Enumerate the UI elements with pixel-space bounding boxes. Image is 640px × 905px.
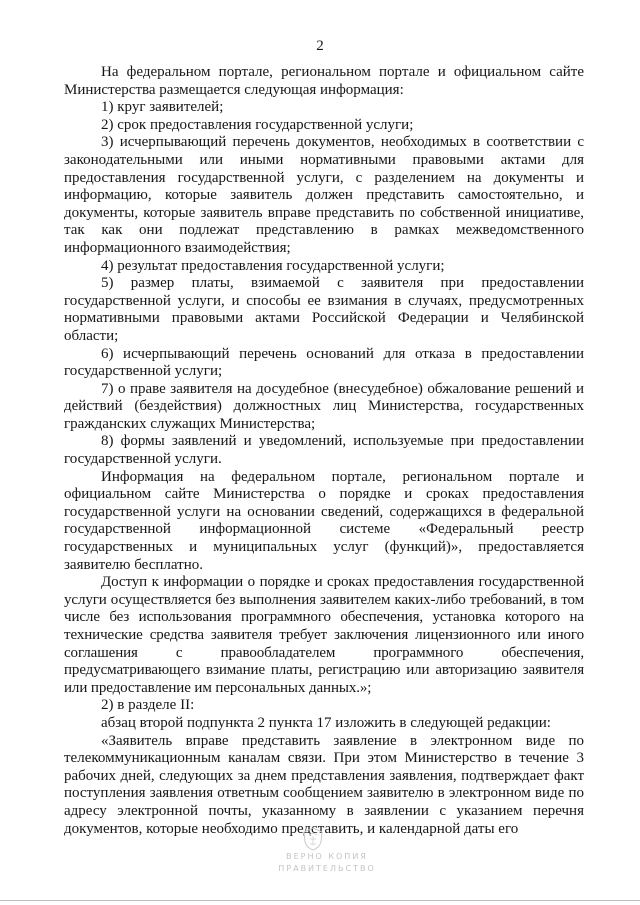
list-item-6: 6) исчерпывающий перечень оснований для отказа в предоставлении государственной услуги; [64, 345, 584, 380]
paragraph-access: Доступ к информации о порядке и сроках предоставления государственной услуги осуществляется без выполнения заявителем каких-либо требований, в том числе без использования программного обеспечения, установка которого на технические средства заявителя требует заключения лицензионного или иного соглашения с правообладателем программного обеспечения, предусматривающего взимание платы, регистрацию или авторизацию заявителя или предоставление им персональных данных.»; [64, 574, 584, 696]
list-item-5: 5) размер платы, взимаемой с заявителя при предоставлении государственной услуги, и способы ее взимания в случаях, предусмотренных нормативными правовыми актами Российской Федерации и Челябинской области; [64, 275, 584, 344]
list-item-7: 7) о праве заявителя на досудебное (внесудебное) обжалование решений и действий (бездействия) должностных лиц Министерства, государственных гражданских служащих Министерства; [64, 380, 584, 432]
stamp [262, 826, 392, 886]
list-item-4: 4) результат предоставления государственной услуги; [101, 257, 445, 274]
list-item-8: 8) формы заявлений и уведомлений, используемые при предоставлении государственной услуги. [64, 433, 584, 468]
list-item-2: 2) срок предоставления государственной услуги; [101, 116, 414, 133]
paragraph-amendment: абзац второй подпункта 2 пункта 17 изложить в следующей редакции: [101, 714, 551, 731]
list-item-3: 3) исчерпывающий перечень документов, необходимых в соответствии с законодательными или иными нормативными правовыми актами для предоставления государственной услуги, с разделением на документы и информацию, которые заявитель должен представить самостоятельно, и документы, которые заявитель вправе представить по собственной инициативе, так как они подлежат представлению в рамках межведомственного информационного взаимодействия; [64, 134, 584, 256]
stamp-line-2: ПРАВИТЕЛЬСТВО [278, 864, 376, 873]
page-number: 2 [316, 38, 324, 54]
document-body [64, 64, 584, 838]
stamp-line-1: ВЕРНО КОПИЯ [286, 852, 368, 861]
section-item-2: 2) в разделе II: [101, 697, 195, 714]
coat-of-arms-icon [300, 826, 326, 852]
paragraph-quote: «Заявитель вправе представить заявление в электронном виде по телекоммуникационным каналам связи. При этом Министерство в течение 3 рабочих дней, следующих за днем представления заявления, подтверждает факт поступления заявления ответным сообщением заявителю в электронном виде по адресу электронной почты, указанному в заявлении с указанием перечня документов, которые необходимо представить, и календарной даты его [64, 732, 584, 837]
paragraph-information: Информация на федеральном портале, региональном портале и официальном сайте Министерства о порядке и сроках предоставления государственной услуги на основании сведений, содержащихся в федеральной государственной информационной системе «Федеральный реестр государственных и муниципальных услуг (функций)», предоставляется заявителю бесплатно. [64, 468, 584, 573]
bottom-edge-rule [0, 900, 640, 901]
paragraph-intro: На федеральном портале, региональном портале и официальном сайте Министерства размещается следующая информация: [64, 64, 584, 98]
list-item-1: 1) круг заявителей; [101, 99, 224, 116]
